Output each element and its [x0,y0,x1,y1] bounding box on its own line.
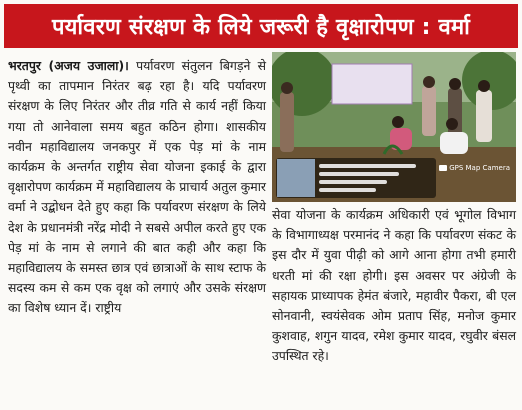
gps-map-thumbnail [277,159,315,197]
banner [332,64,412,104]
gps-line [319,180,387,184]
camera-icon [439,165,447,171]
event-photo [272,52,516,202]
gps-line [319,164,416,168]
gps-watermark-text: GPS Map Camera [449,164,510,172]
byline: भरतपुर (अजय उजाला)। [8,58,129,73]
headline [4,4,518,48]
article-text-right: सेवा योजना के कार्यक्रम अधिकारी एवं भूगोल विभाग के विभागाध्यक्ष परमानंद ने कहा कि पर्यावरण संकट के इस दौर में युवा पीढ़ी को आगे आना होगा तभी हमारी धरती मां की रक्षा होगी। इस अवसर पर अंग्रेजी के सहायक प्राध्यापक हेमंत बंजारे, महावीर पैकरा, बी एल सोनवानी, स्वयंसेवक ओम प्रताप सिंह, मनोज कुमार कुशवाह, शगुन यादव, रमेश कुमार यादव, रघुवीर बंसल उपस्थित रहे। [272,207,516,364]
gps-overlay [276,158,436,198]
gps-watermark [439,164,510,172]
gps-text-lines [316,158,436,198]
article-right-column [272,205,516,367]
gps-line [319,188,376,192]
headline-text: पर्यावरण संरक्षण के लिये जरूरी है वृक्षारोपण : वर्मा [51,15,471,40]
gps-line [319,172,399,176]
article-left-column [8,56,266,319]
article-text-left: पर्यावरण संतुलन बिगड़ने से पृथ्वी का तापमान निरंतर बढ़ रहा है। यदि पर्यावरण संरक्षण के लिए निरंतर और तीव्र गति से कार्य नहीं किया गया तो आनेवाला समय बहुत कठिन होगा। शासकीय नवीन महाविद्यालय जनकपुर में एक पेड़ मां के नाम कार्यक्रम के अन्तर्गत राष्ट्रीय सेवा योजना इकाई के द्वारा वृक्षारोपण कार्यक्रम में महाविद्यालय के प्राचार्य अतुल कुमार वर्मा ने उद्बोधन देते हुए कहा कि पर्यावरण संरक्षण के लिये देश के प्रधानमंत्री नरेंद्र मोदी ने सबसे अपील करते हुए एक पेड़ मां के नाम से लगाने की बात कही और कहा कि महाविद्यालय के समस्त छात्र एवं छात्राओं के साथ स्टाफ के सदस्य कम से कम एक वृक्ष को लगाएं और उसके संरक्षण का विशेष ध्यान दें। राष्ट्रीय [8,58,266,316]
